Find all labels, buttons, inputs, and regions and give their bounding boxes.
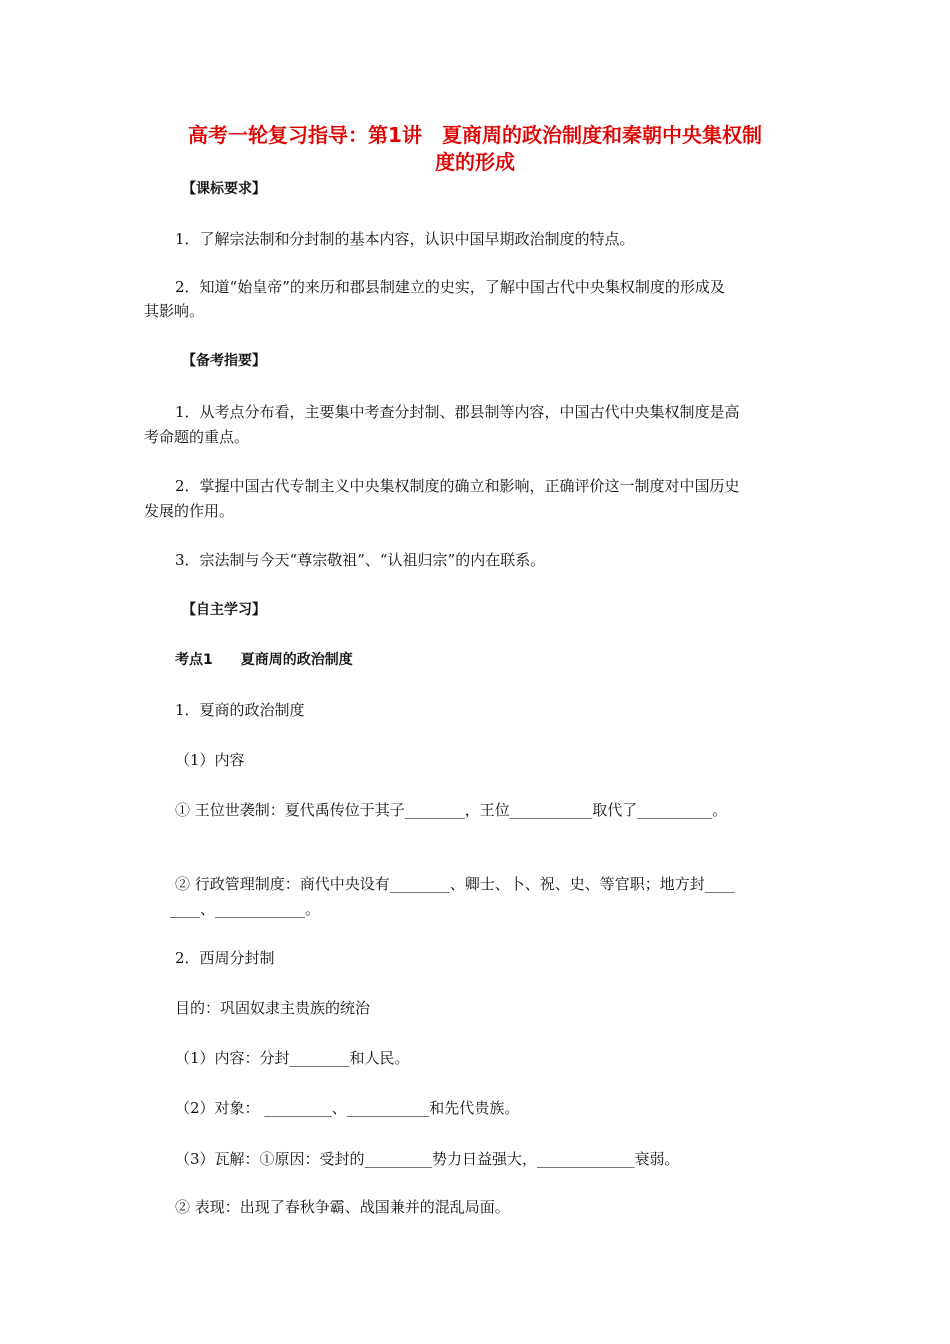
section-heading-beikao: 【备考指要】 xyxy=(182,353,266,369)
document-title-line1: 高考一轮复习指导：第1讲 夏商周的政治制度和秦朝中央集权制 xyxy=(188,123,762,147)
item-2-manifestation: ② 表现：出现了春秋争霸、战国兼并的混乱局面。 xyxy=(175,1198,510,1216)
beikao-item-1-line2: 考命题的重点。 xyxy=(144,428,250,446)
item-1-point-b-line1: ② 行政管理制度：商代中央设有________、卿士、卜、祝、史、等官职；地方封____ xyxy=(175,875,735,893)
section-heading-zizhu: 【自主学习】 xyxy=(182,602,266,618)
document-title-line2: 度的形成 xyxy=(435,150,515,174)
item-2-content: （1）内容：分封________和人民。 xyxy=(175,1049,410,1067)
item-1-point-a: ① 王位世袭制：夏代禹传位于其子________，王位___________取代了__________。 xyxy=(175,801,728,819)
kebiao-item-1: 1．了解宗法制和分封制的基本内容，认识中国早期政治制度的特点。 xyxy=(175,230,635,248)
beikao-item-2-line2: 发展的作用。 xyxy=(144,502,235,520)
item-2-heading: 2．西周分封制 xyxy=(175,949,275,967)
item-1-subheading: （1）内容 xyxy=(175,751,245,769)
item-1-heading: 1．夏商的政治制度 xyxy=(175,701,305,719)
kaodian-1-heading: 考点1 夏商周的政治制度 xyxy=(175,652,353,668)
item-2-goal: 目的：巩固奴隶主贵族的统治 xyxy=(175,999,371,1017)
kebiao-item-2-line1: 2．知道“始皇帝”的来历和郡县制建立的史实，了解中国古代中央集权制度的形成及 xyxy=(175,278,725,296)
item-1-point-b-line2: ____、____________。 xyxy=(170,900,321,918)
beikao-item-2-line1: 2．掌握中国古代专制主义中央集权制度的确立和影响，正确评价这一制度对中国历史 xyxy=(175,477,740,495)
item-2-object: （2）对象： _________、___________和先代贵族。 xyxy=(175,1099,520,1117)
beikao-item-1-line1: 1．从考点分布看，主要集中考查分封制、郡县制等内容，中国古代中央集权制度是高 xyxy=(175,403,740,421)
beikao-item-3: 3．宗法制与今天“尊宗敬祖”、“认祖归宗”的内在联系。 xyxy=(175,551,546,569)
item-2-decline: （3）瓦解：①原因：受封的_________势力日益强大，_____________衰弱。 xyxy=(175,1150,680,1168)
section-heading-kebiao: 【课标要求】 xyxy=(182,181,266,197)
kebiao-item-2-line2: 其影响。 xyxy=(144,302,205,320)
